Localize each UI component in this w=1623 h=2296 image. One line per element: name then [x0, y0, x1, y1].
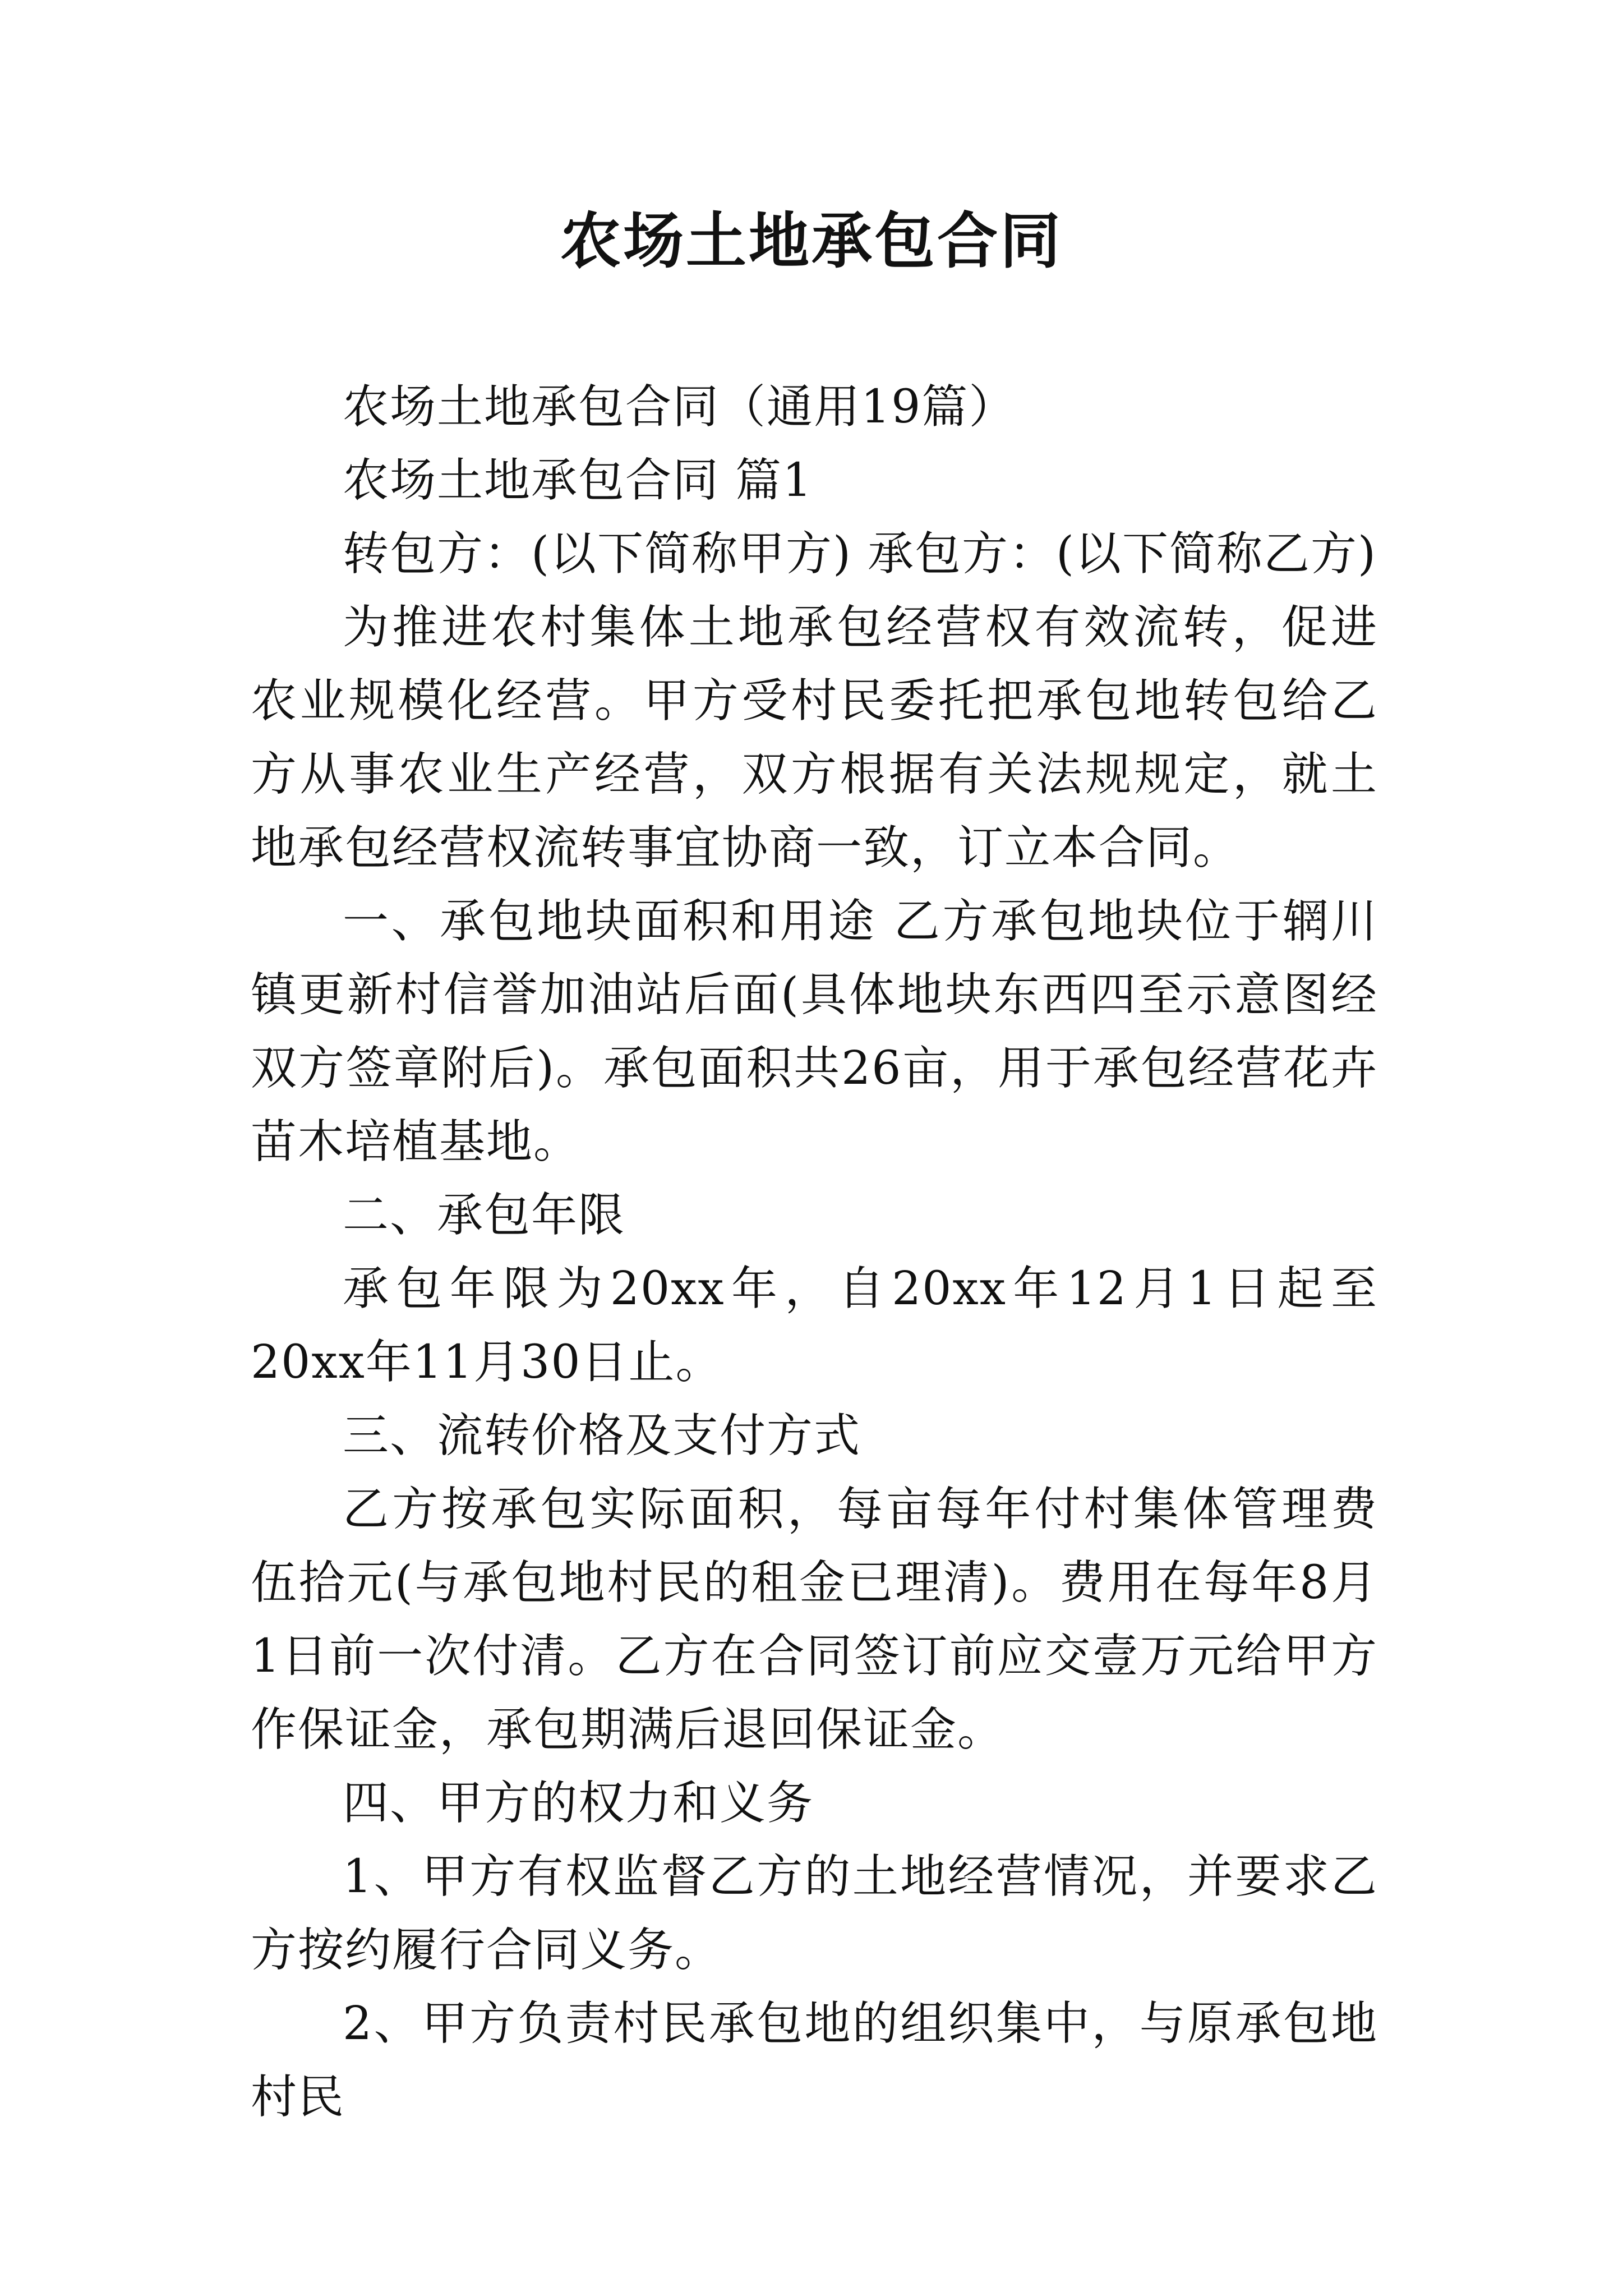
paragraph-parties: 转包方：(以下简称甲方) 承包方：(以下简称乙方) [343, 527, 1377, 581]
paragraph-clause-3-text: 乙方按承包实际面积，每亩每年付村集体管理费伍拾元(与承包地村民的租金已理清)。费用在每年8月1日前一次付清。乙方在合同签订前应交壹万元给甲方作保证金，承包期满后退回保证金。 [251, 1483, 1378, 1756]
paragraph-subtitle: 农场土地承包合同（通用19篇） [343, 380, 1016, 434]
paragraph-clause-3-heading: 三、流转价格及支付方式 [343, 1409, 861, 1462]
paragraph-clause-1: 一、承包地块面积和用途 乙方承包地块位于辋川镇更新村信誉加油站后面(具体地块东西四至示意图经双方签章附后)。承包面积共26亩，用于承包经营花卉苗木培植基地。 [251, 895, 1378, 1168]
paragraph-clause-4-item-1: 1、甲方有权监督乙方的土地经营情况，并要求乙方按约履行合同义务。 [251, 1850, 1378, 1977]
paragraph-preamble: 为推进农村集体土地承包经营权有效流转，促进农业规模化经营。甲方受村民委托把承包地转包给乙方从事农业生产经营，双方根据有关法规规定，就土地承包经营权流转事宜协商一致，订立本合同。 [251, 601, 1378, 875]
document-title: 农场土地承包合同 [560, 206, 1063, 277]
paragraph-clause-4-item-2: 2、甲方负责村民承包地的组织集中，与原承包地村民 [251, 1997, 1378, 2124]
paragraph-clause-2-text: 承包年限为20xx年，自20xx年12月1日起至20xx年11月30日止。 [251, 1262, 1378, 1389]
document-body [251, 370, 1378, 2134]
paragraph-clause-4-heading: 四、甲方的权力和义务 [343, 1777, 814, 1830]
paragraph-clause-2-heading: 二、承包年限 [343, 1189, 626, 1242]
paragraph-section-heading: 农场土地承包合同 篇1 [343, 454, 813, 507]
